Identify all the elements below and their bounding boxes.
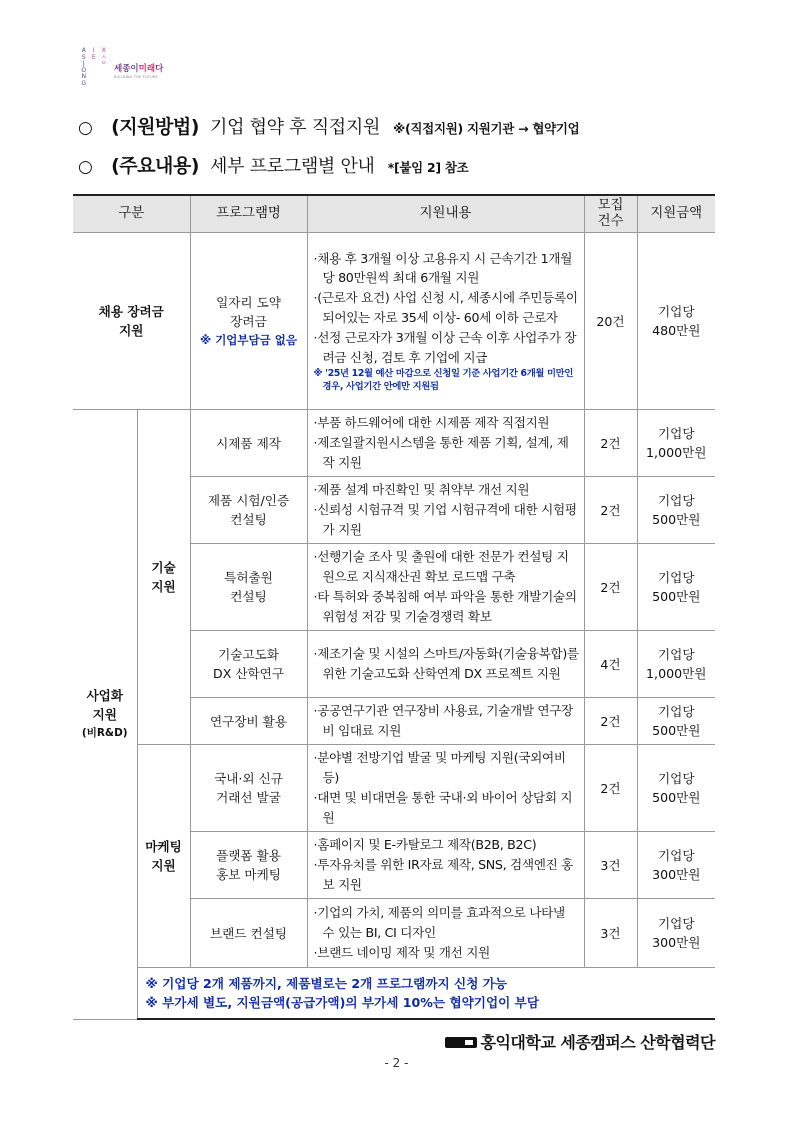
program-name: 브랜드 컨설팅	[190, 899, 307, 968]
sejong-logo	[76, 48, 216, 86]
footer-org-text: 홍익대학교 세종캠퍼스 산학협력단	[480, 1033, 715, 1052]
bullet-heading: (주요내용)	[111, 155, 199, 177]
header-amount: 지원금액	[637, 195, 715, 233]
amount-cell: 기업당 500만원	[637, 544, 715, 631]
bullet-note: ※(직접지원) 지원기관 → 협약기업	[393, 121, 580, 136]
university-emblem-icon	[445, 1037, 477, 1048]
count-cell: 3건	[584, 899, 637, 968]
program-name: 기술고도화 DX 산학연구	[190, 631, 307, 698]
bullet-marker: ○	[78, 118, 93, 138]
content-cell: ·공공연구기관 연구장비 사용료, 기술개발 연구장비 임대료 지원	[307, 698, 584, 745]
header-content: 지원내용	[307, 195, 584, 233]
content-item: ·(근로자 요건) 사업 신청 시, 세종시에 주민등록이 되어있는 자로 35세 이상- 60세 이하 근로자	[313, 290, 578, 325]
count-cell: 20건	[584, 233, 637, 410]
content-cell: ·기업의 가치, 제품의 의미를 효과적으로 나타낼 수 있는 BI, CI 디자인 ·브랜드 네이밍 제작 및 개선 지원	[307, 899, 584, 968]
content-cell	[307, 233, 584, 410]
table-row	[73, 745, 715, 832]
logo-brand-text: 세종이미래다 BUILDING THE FUTURE	[114, 64, 164, 79]
amount-cell: 기업당 500만원	[637, 745, 715, 832]
group-marketing-support: 마케팅 지원	[137, 745, 190, 968]
header-category: 구분	[73, 195, 190, 233]
logo-letter-stack: A S J O N G	[81, 47, 87, 87]
program-name: 플랫폼 활용 홍보 마케팅	[190, 832, 307, 899]
table-row	[73, 233, 715, 410]
footer-org	[445, 1030, 715, 1053]
program-table	[73, 194, 715, 1020]
table-row	[73, 968, 715, 1020]
program-name: 일자리 도약 장려금	[216, 294, 281, 329]
bullet-heading: (지원방법)	[111, 116, 199, 138]
table-notes	[137, 968, 715, 1020]
logo-letter-stack-3: X ㅅ ㅇ	[100, 47, 108, 67]
content-item: ·채용 후 3개월 이상 고용유지 시 근속기간 1개월당 80만원씩 최대 6개월 지원	[313, 250, 573, 286]
amount-cell: 기업당 500만원	[637, 698, 715, 745]
content-note: ※ '25년 12월 예산 마감으로 신청일 기준 사업기간 6개월 미만인 경우, 사업기간 안에만 지원됨	[313, 368, 574, 393]
note-line: ※ 부가세 별도, 지원금액(공급가액)의 부가세 10%는 협약기업이 부담	[145, 995, 540, 1010]
logo-letter-stack-2: I E	[91, 47, 97, 61]
amount-cell: 기업당 1,000만원	[637, 631, 715, 698]
count-cell: 2건	[584, 544, 637, 631]
content-cell: ·제조기술 및 시설의 스마트/자동화(기술융복합)를 위한 기술고도화 산학연계 DX 프로젝트 지원	[307, 631, 584, 698]
table-row	[73, 410, 715, 477]
content-cell: ·부품 하드웨어에 대한 시제품 제작 직접지원 ·제조일괄지원시스템을 통한 제품 기획, 설계, 제작 지원	[307, 410, 584, 477]
bullet-text: 세부 프로그램별 안내	[209, 156, 375, 177]
group-tech-support: 기술 지원	[137, 410, 190, 745]
count-cell: 4건	[584, 631, 637, 698]
table-header-row	[73, 195, 715, 233]
amount-cell: 기업당 480만원	[637, 233, 715, 410]
content-item: ·선정 근로자가 3개월 이상 근속 이후 사업주가 장려금 신청, 검토 후 기업에 지급	[313, 329, 577, 365]
program-note: ※ 기업부담금 없음	[200, 332, 297, 347]
header-program: 프로그램명	[190, 195, 307, 233]
program-cell	[190, 233, 307, 410]
content-cell: ·제품 설계 마진확인 및 취약부 개선 지원 ·신뢰성 시험규격 및 기업 시험규격에 대한 시험평가 지원	[307, 477, 584, 544]
bullet-support-method	[78, 112, 579, 139]
note-line: ※ 기업당 2개 제품까지, 제품별로는 2개 프로그램까지 신청 가능	[145, 976, 508, 991]
page-number: - 2 -	[384, 1056, 409, 1070]
amount-cell: 기업당 300만원	[637, 899, 715, 968]
amount-cell: 기업당 500만원	[637, 477, 715, 544]
program-name: 특허출원 컨설팅	[190, 544, 307, 631]
program-name: 제품 시험/인증 컨설팅	[190, 477, 307, 544]
program-name: 연구장비 활용	[190, 698, 307, 745]
category-employment: 채용 장려금 지원	[73, 233, 190, 410]
category-commercial: 사업화 지원 (비R&D)	[73, 410, 137, 1020]
count-cell: 2건	[584, 477, 637, 544]
program-name: 시제품 제작	[190, 410, 307, 477]
count-cell: 3건	[584, 832, 637, 899]
content-cell: ·선행기술 조사 및 출원에 대한 전문가 컨설팅 지원으로 지식재산권 확보 로드맵 구축 ·타 특허와 중복침해 여부 파악을 통한 개발기술의 위험성 저감 및 기술경쟁력 확보	[307, 544, 584, 631]
count-cell: 2건	[584, 745, 637, 832]
amount-cell: 기업당 1,000만원	[637, 410, 715, 477]
content-cell: ·홈페이지 및 E-카탈로그 제작(B2B, B2C) ·투자유치를 위한 IR자료 제작, SNS, 검색엔진 홍보 지원	[307, 832, 584, 899]
count-cell: 2건	[584, 410, 637, 477]
count-cell: 2건	[584, 698, 637, 745]
amount-cell: 기업당 300만원	[637, 832, 715, 899]
content-cell: ·분야별 전방기업 발굴 및 마케팅 지원(국외여비 등) ·대면 및 비대면을 통한 국내·외 바이어 상담회 지원	[307, 745, 584, 832]
program-name: 국내·외 신규 거래선 발굴	[190, 745, 307, 832]
header-count: 모집 건수	[584, 195, 637, 233]
bullet-note: *[붙임 2] 참조	[387, 160, 469, 175]
bullet-marker: ○	[78, 157, 93, 177]
bullet-text: 기업 협약 후 직접지원	[209, 117, 381, 138]
bullet-main-content	[78, 151, 468, 178]
